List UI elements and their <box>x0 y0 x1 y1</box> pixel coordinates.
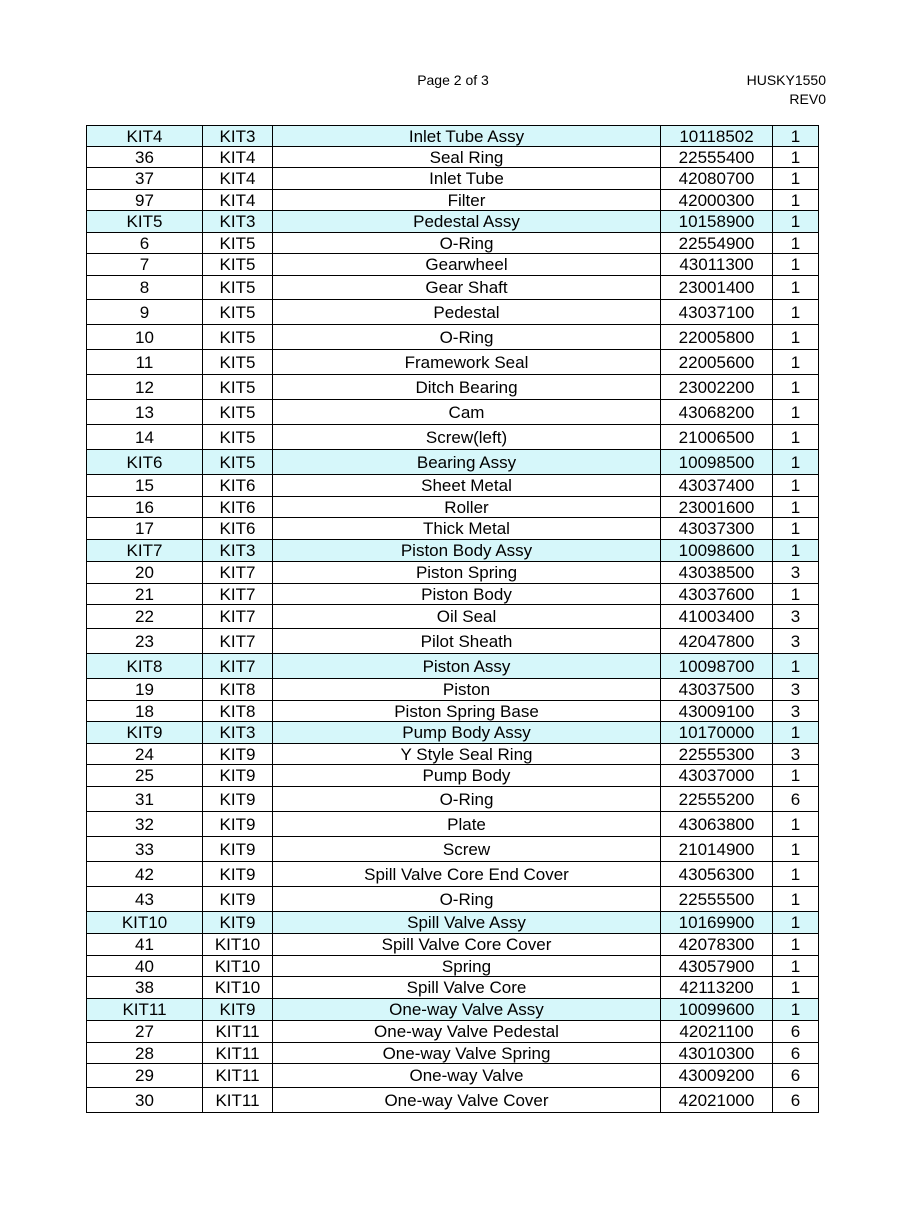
parent-kit-cell: KIT4 <box>203 168 273 190</box>
table-row <box>87 744 819 765</box>
quantity-cell: 1 <box>773 722 819 744</box>
document-id <box>747 71 826 109</box>
description-cell: Plate <box>273 812 661 837</box>
description-cell: One-way Valve Pedestal <box>273 1021 661 1043</box>
quantity-cell: 1 <box>773 450 819 475</box>
table-row <box>87 325 819 350</box>
table-row <box>87 1021 819 1043</box>
model-number: HUSKY1550 <box>746 72 826 88</box>
parent-kit-cell: KIT5 <box>203 375 273 400</box>
parts-table <box>86 125 819 1113</box>
item-number-cell: 36 <box>87 147 203 168</box>
part-number-cell: 22555200 <box>661 787 773 812</box>
item-number-cell: 12 <box>87 375 203 400</box>
description-cell: Framework Seal <box>273 350 661 375</box>
item-number-cell: 28 <box>87 1043 203 1064</box>
item-number-cell: 11 <box>87 350 203 375</box>
description-cell: Inlet Tube Assy <box>273 126 661 147</box>
part-number-cell: 43037500 <box>661 679 773 701</box>
item-number-cell: 97 <box>87 190 203 211</box>
quantity-cell: 3 <box>773 562 819 584</box>
description-cell: Pump Body <box>273 765 661 787</box>
parent-kit-cell: KIT11 <box>203 1064 273 1088</box>
part-number-cell: 43010300 <box>661 1043 773 1064</box>
quantity-cell: 1 <box>773 837 819 862</box>
description-cell: One-way Valve Spring <box>273 1043 661 1064</box>
description-cell: Spill Valve Core <box>273 977 661 999</box>
table-row <box>87 475 819 497</box>
part-number-cell: 43037100 <box>661 300 773 325</box>
item-number-cell: KIT6 <box>87 450 203 475</box>
description-cell: Spring <box>273 956 661 977</box>
part-number-cell: 43037400 <box>661 475 773 497</box>
table-row <box>87 679 819 701</box>
quantity-cell: 1 <box>773 475 819 497</box>
item-number-cell: 18 <box>87 701 203 722</box>
table-row <box>87 350 819 375</box>
quantity-cell: 1 <box>773 977 819 999</box>
item-number-cell: 38 <box>87 977 203 999</box>
description-cell: Piston Assy <box>273 654 661 679</box>
part-number-cell: 10170000 <box>661 722 773 744</box>
item-number-cell: KIT10 <box>87 912 203 934</box>
parent-kit-cell: KIT9 <box>203 744 273 765</box>
table-row <box>87 977 819 999</box>
quantity-cell: 3 <box>773 629 819 654</box>
item-number-cell: 8 <box>87 276 203 300</box>
item-number-cell: 22 <box>87 605 203 629</box>
item-number-cell: 16 <box>87 497 203 518</box>
table-row <box>87 562 819 584</box>
item-number-cell: 31 <box>87 787 203 812</box>
quantity-cell: 1 <box>773 912 819 934</box>
parent-kit-cell: KIT9 <box>203 862 273 887</box>
quantity-cell: 1 <box>773 812 819 837</box>
table-row <box>87 787 819 812</box>
parent-kit-cell: KIT3 <box>203 211 273 233</box>
table-row <box>87 518 819 540</box>
parent-kit-cell: KIT9 <box>203 999 273 1021</box>
part-number-cell: 23002200 <box>661 375 773 400</box>
table-row <box>87 887 819 912</box>
kit-row <box>87 450 819 475</box>
quantity-cell: 1 <box>773 300 819 325</box>
kit-row <box>87 654 819 679</box>
quantity-cell: 1 <box>773 147 819 168</box>
item-number-cell: KIT8 <box>87 654 203 679</box>
kit-row <box>87 912 819 934</box>
part-number-cell: 43037600 <box>661 584 773 605</box>
quantity-cell: 1 <box>773 518 819 540</box>
part-number-cell: 42080700 <box>661 168 773 190</box>
table-row <box>87 701 819 722</box>
quantity-cell: 1 <box>773 934 819 956</box>
parent-kit-cell: KIT4 <box>203 190 273 211</box>
parent-kit-cell: KIT8 <box>203 701 273 722</box>
item-number-cell: KIT4 <box>87 126 203 147</box>
quantity-cell: 1 <box>773 325 819 350</box>
description-cell: Pedestal Assy <box>273 211 661 233</box>
item-number-cell: 9 <box>87 300 203 325</box>
part-number-cell: 42047800 <box>661 629 773 654</box>
item-number-cell: 17 <box>87 518 203 540</box>
revision: REV0 <box>789 91 826 107</box>
part-number-cell: 22005600 <box>661 350 773 375</box>
quantity-cell: 1 <box>773 375 819 400</box>
parent-kit-cell: KIT9 <box>203 787 273 812</box>
description-cell: Inlet Tube <box>273 168 661 190</box>
description-cell: Piston Spring Base <box>273 701 661 722</box>
quantity-cell: 1 <box>773 126 819 147</box>
parent-kit-cell: KIT6 <box>203 518 273 540</box>
part-number-cell: 42078300 <box>661 934 773 956</box>
table-row <box>87 1043 819 1064</box>
parent-kit-cell: KIT3 <box>203 722 273 744</box>
quantity-cell: 1 <box>773 584 819 605</box>
item-number-cell: KIT9 <box>87 722 203 744</box>
parent-kit-cell: KIT7 <box>203 584 273 605</box>
part-number-cell: 43063800 <box>661 812 773 837</box>
table-row <box>87 190 819 211</box>
item-number-cell: 32 <box>87 812 203 837</box>
item-number-cell: KIT11 <box>87 999 203 1021</box>
quantity-cell: 1 <box>773 765 819 787</box>
item-number-cell: 41 <box>87 934 203 956</box>
item-number-cell: 13 <box>87 400 203 425</box>
table-row <box>87 584 819 605</box>
parent-kit-cell: KIT7 <box>203 654 273 679</box>
parent-kit-cell: KIT5 <box>203 425 273 450</box>
description-cell: Seal Ring <box>273 147 661 168</box>
table-row <box>87 956 819 977</box>
quantity-cell: 1 <box>773 999 819 1021</box>
description-cell: Cam <box>273 400 661 425</box>
parent-kit-cell: KIT9 <box>203 912 273 934</box>
table-row <box>87 1088 819 1113</box>
description-cell: Spill Valve Core Cover <box>273 934 661 956</box>
part-number-cell: 10098700 <box>661 654 773 679</box>
part-number-cell: 42000300 <box>661 190 773 211</box>
item-number-cell: 40 <box>87 956 203 977</box>
quantity-cell: 1 <box>773 276 819 300</box>
description-cell: Piston Body Assy <box>273 540 661 562</box>
quantity-cell: 6 <box>773 787 819 812</box>
parts-table-body <box>87 126 819 1113</box>
item-number-cell: KIT7 <box>87 540 203 562</box>
part-number-cell: 10118502 <box>661 126 773 147</box>
item-number-cell: 24 <box>87 744 203 765</box>
item-number-cell: 19 <box>87 679 203 701</box>
description-cell: Ditch Bearing <box>273 375 661 400</box>
table-row <box>87 837 819 862</box>
table-row <box>87 276 819 300</box>
description-cell: Pilot Sheath <box>273 629 661 654</box>
part-number-cell: 22554900 <box>661 233 773 254</box>
item-number-cell: 33 <box>87 837 203 862</box>
quantity-cell: 1 <box>773 540 819 562</box>
parent-kit-cell: KIT9 <box>203 887 273 912</box>
part-number-cell: 43009100 <box>661 701 773 722</box>
parent-kit-cell: KIT11 <box>203 1043 273 1064</box>
description-cell: Gear Shaft <box>273 276 661 300</box>
parent-kit-cell: KIT9 <box>203 765 273 787</box>
part-number-cell: 22555500 <box>661 887 773 912</box>
description-cell: Filter <box>273 190 661 211</box>
parent-kit-cell: KIT5 <box>203 450 273 475</box>
item-number-cell: 23 <box>87 629 203 654</box>
quantity-cell: 6 <box>773 1088 819 1113</box>
kit-row <box>87 126 819 147</box>
parent-kit-cell: KIT3 <box>203 540 273 562</box>
part-number-cell: 42021100 <box>661 1021 773 1043</box>
quantity-cell: 1 <box>773 956 819 977</box>
item-number-cell: 30 <box>87 1088 203 1113</box>
part-number-cell: 43038500 <box>661 562 773 584</box>
quantity-cell: 1 <box>773 887 819 912</box>
part-number-cell: 10169900 <box>661 912 773 934</box>
quantity-cell: 1 <box>773 425 819 450</box>
parent-kit-cell: KIT5 <box>203 300 273 325</box>
item-number-cell: 15 <box>87 475 203 497</box>
quantity-cell: 3 <box>773 701 819 722</box>
parent-kit-cell: KIT6 <box>203 497 273 518</box>
parent-kit-cell: KIT3 <box>203 126 273 147</box>
item-number-cell: 27 <box>87 1021 203 1043</box>
description-cell: O-Ring <box>273 233 661 254</box>
part-number-cell: 43011300 <box>661 254 773 276</box>
quantity-cell: 1 <box>773 497 819 518</box>
parent-kit-cell: KIT11 <box>203 1088 273 1113</box>
part-number-cell: 42113200 <box>661 977 773 999</box>
table-row <box>87 300 819 325</box>
description-cell: Screw(left) <box>273 425 661 450</box>
parent-kit-cell: KIT5 <box>203 325 273 350</box>
table-row <box>87 629 819 654</box>
description-cell: Piston <box>273 679 661 701</box>
table-row <box>87 812 819 837</box>
description-cell: O-Ring <box>273 325 661 350</box>
parent-kit-cell: KIT5 <box>203 276 273 300</box>
description-cell: Piston Body <box>273 584 661 605</box>
part-number-cell: 23001400 <box>661 276 773 300</box>
description-cell: O-Ring <box>273 887 661 912</box>
part-number-cell: 43068200 <box>661 400 773 425</box>
item-number-cell: 25 <box>87 765 203 787</box>
parent-kit-cell: KIT8 <box>203 679 273 701</box>
item-number-cell: 10 <box>87 325 203 350</box>
kit-row <box>87 999 819 1021</box>
parent-kit-cell: KIT10 <box>203 934 273 956</box>
part-number-cell: 10098500 <box>661 450 773 475</box>
table-row <box>87 400 819 425</box>
description-cell: Gearwheel <box>273 254 661 276</box>
part-number-cell: 43037000 <box>661 765 773 787</box>
quantity-cell: 1 <box>773 233 819 254</box>
quantity-cell: 3 <box>773 605 819 629</box>
parent-kit-cell: KIT10 <box>203 977 273 999</box>
quantity-cell: 1 <box>773 211 819 233</box>
description-cell: Oil Seal <box>273 605 661 629</box>
parent-kit-cell: KIT5 <box>203 400 273 425</box>
description-cell: Pedestal <box>273 300 661 325</box>
item-number-cell: 37 <box>87 168 203 190</box>
table-row <box>87 605 819 629</box>
part-number-cell: 43009200 <box>661 1064 773 1088</box>
description-cell: O-Ring <box>273 787 661 812</box>
description-cell: Screw <box>273 837 661 862</box>
table-row <box>87 765 819 787</box>
table-row <box>87 934 819 956</box>
description-cell: Roller <box>273 497 661 518</box>
description-cell: One-way Valve Assy <box>273 999 661 1021</box>
item-number-cell: KIT5 <box>87 211 203 233</box>
quantity-cell: 1 <box>773 862 819 887</box>
quantity-cell: 3 <box>773 679 819 701</box>
item-number-cell: 20 <box>87 562 203 584</box>
table-row <box>87 425 819 450</box>
table-row <box>87 1064 819 1088</box>
table-row <box>87 497 819 518</box>
quantity-cell: 1 <box>773 350 819 375</box>
part-number-cell: 10098600 <box>661 540 773 562</box>
table-row <box>87 233 819 254</box>
parent-kit-cell: KIT4 <box>203 147 273 168</box>
description-cell: Piston Spring <box>273 562 661 584</box>
parent-kit-cell: KIT6 <box>203 475 273 497</box>
parent-kit-cell: KIT11 <box>203 1021 273 1043</box>
parent-kit-cell: KIT9 <box>203 812 273 837</box>
part-number-cell: 10158900 <box>661 211 773 233</box>
table-row <box>87 254 819 276</box>
part-number-cell: 43037300 <box>661 518 773 540</box>
item-number-cell: 29 <box>87 1064 203 1088</box>
part-number-cell: 22555400 <box>661 147 773 168</box>
quantity-cell: 3 <box>773 744 819 765</box>
part-number-cell: 22555300 <box>661 744 773 765</box>
table-row <box>87 862 819 887</box>
parent-kit-cell: KIT7 <box>203 629 273 654</box>
kit-row <box>87 211 819 233</box>
quantity-cell: 1 <box>773 654 819 679</box>
part-number-cell: 22005800 <box>661 325 773 350</box>
description-cell: Spill Valve Core End Cover <box>273 862 661 887</box>
table-row <box>87 168 819 190</box>
item-number-cell: 21 <box>87 584 203 605</box>
quantity-cell: 1 <box>773 254 819 276</box>
item-number-cell: 7 <box>87 254 203 276</box>
parent-kit-cell: KIT10 <box>203 956 273 977</box>
part-number-cell: 42021000 <box>661 1088 773 1113</box>
description-cell: Bearing Assy <box>273 450 661 475</box>
part-number-cell: 43057900 <box>661 956 773 977</box>
kit-row <box>87 540 819 562</box>
part-number-cell: 10099600 <box>661 999 773 1021</box>
part-number-cell: 21006500 <box>661 425 773 450</box>
page-number: Page 2 of 3 <box>417 72 489 88</box>
quantity-cell: 6 <box>773 1043 819 1064</box>
quantity-cell: 1 <box>773 400 819 425</box>
part-number-cell: 23001600 <box>661 497 773 518</box>
table-row <box>87 375 819 400</box>
quantity-cell: 1 <box>773 190 819 211</box>
quantity-cell: 6 <box>773 1064 819 1088</box>
item-number-cell: 6 <box>87 233 203 254</box>
description-cell: Pump Body Assy <box>273 722 661 744</box>
table-row <box>87 147 819 168</box>
part-number-cell: 41003400 <box>661 605 773 629</box>
description-cell: Spill Valve Assy <box>273 912 661 934</box>
item-number-cell: 14 <box>87 425 203 450</box>
kit-row <box>87 722 819 744</box>
description-cell: One-way Valve <box>273 1064 661 1088</box>
item-number-cell: 43 <box>87 887 203 912</box>
description-cell: Y Style Seal Ring <box>273 744 661 765</box>
description-cell: Thick Metal <box>273 518 661 540</box>
part-number-cell: 21014900 <box>661 837 773 862</box>
parent-kit-cell: KIT7 <box>203 605 273 629</box>
description-cell: One-way Valve Cover <box>273 1088 661 1113</box>
parent-kit-cell: KIT5 <box>203 233 273 254</box>
parent-kit-cell: KIT7 <box>203 562 273 584</box>
description-cell: Sheet Metal <box>273 475 661 497</box>
quantity-cell: 1 <box>773 168 819 190</box>
parent-kit-cell: KIT5 <box>203 254 273 276</box>
item-number-cell: 42 <box>87 862 203 887</box>
quantity-cell: 6 <box>773 1021 819 1043</box>
parent-kit-cell: KIT5 <box>203 350 273 375</box>
part-number-cell: 43056300 <box>661 862 773 887</box>
parent-kit-cell: KIT9 <box>203 837 273 862</box>
